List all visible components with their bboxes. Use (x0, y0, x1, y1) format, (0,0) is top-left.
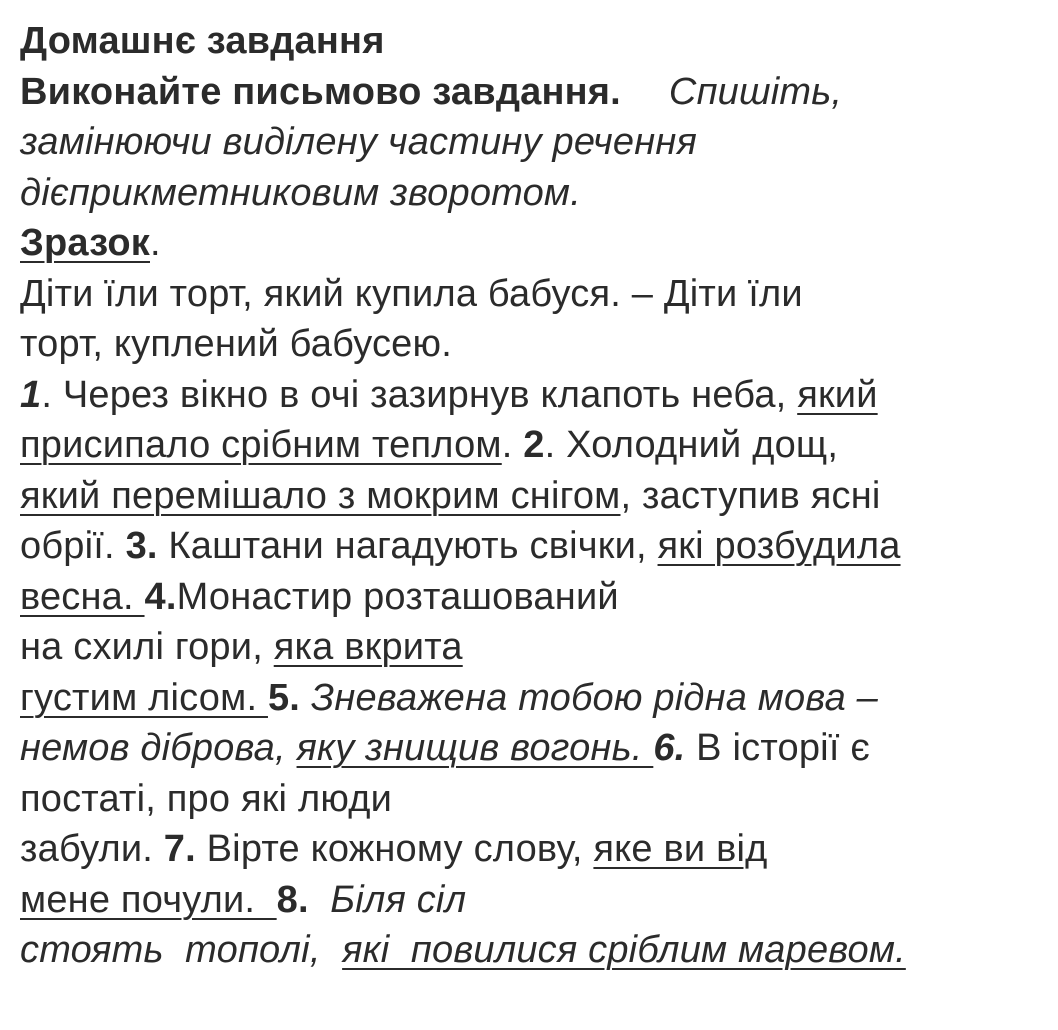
exercise-number: 7. (163, 828, 196, 870)
exercise-line-9 (20, 774, 1050, 825)
exercise-text: немов діброва, (20, 727, 297, 769)
exercise-number: 8. (276, 878, 309, 921)
exercise-number: 6. (653, 727, 686, 769)
highlighted-clause: густим лісом. (20, 676, 268, 719)
exercise-line-4 (20, 521, 1050, 572)
highlighted-clause: яке ви від (593, 828, 768, 870)
exercise-number: 4. (144, 575, 177, 618)
exercise-line-10 (20, 824, 1050, 875)
exercise-line-7 (20, 673, 1050, 724)
title-text: Домашнє завдання (20, 20, 385, 62)
sample-text: Діти їли торт, який купила бабуся. – Діти їли (20, 272, 803, 315)
exercise-text: В історії є (685, 727, 870, 769)
sample-label-line (20, 218, 1050, 269)
highlighted-clause: присипало срібним теплом (20, 424, 502, 466)
instruction-bold-text: Виконайте письмово завдання. (20, 70, 621, 113)
exercise-text: , заступив ясні (620, 474, 881, 517)
highlighted-clause: які розбудила (657, 525, 901, 567)
instruction-italic-text: дієприкметниковим зворотом. (20, 171, 581, 214)
exercise-line-12 (20, 925, 1050, 976)
exercise-line-1 (20, 370, 1050, 421)
exercise-number: 5. (267, 676, 301, 719)
exercise-line-2 (20, 420, 1050, 471)
instruction-italic-text: замінюючи виділену частину речення (20, 121, 697, 163)
exercise-text: . (501, 424, 524, 466)
exercise-line-8 (20, 723, 1050, 774)
highlighted-clause: мене почули. (20, 878, 277, 921)
instruction-italic-text: Спишіть, (668, 70, 843, 113)
exercise-text: Зневажена тобою рідна мова – (300, 676, 878, 719)
exercise-number: 3. (125, 525, 158, 567)
sample-line-2 (20, 319, 1050, 370)
homework-title (20, 16, 1050, 67)
instruction-line-3 (20, 168, 1050, 219)
exercise-text: забули. (20, 828, 164, 870)
exercise-number: 1 (20, 373, 42, 416)
sample-line-1 (20, 269, 1050, 320)
homework-page (20, 16, 1050, 976)
exercise-line-5 (20, 572, 1050, 623)
exercise-text: постаті, про які люди (20, 777, 392, 820)
exercise-text: на схилі гори, (20, 626, 274, 668)
exercise-number: 2 (523, 424, 545, 466)
highlighted-clause: який (797, 373, 878, 416)
exercise-text: . Холодний дощ, (544, 424, 839, 466)
highlighted-clause: яка вкрита (273, 626, 463, 668)
exercise-text: Біля сіл (308, 878, 467, 921)
exercise-line-3 (20, 471, 1050, 522)
exercise-text: стоять тополі, (20, 929, 343, 971)
exercise-line-11 (20, 875, 1050, 926)
exercise-text: Каштани нагадують свічки, (157, 525, 658, 567)
exercise-line-6 (20, 622, 1050, 673)
exercise-text: Монастир розташований (176, 575, 619, 618)
instruction-line-2 (20, 117, 1050, 168)
sample-text: торт, куплений бабусею. (20, 323, 452, 365)
exercise-text: обрії. (20, 525, 126, 567)
exercise-text: Вірте кожному слову, (195, 828, 594, 870)
instruction-line-1 (20, 67, 1050, 118)
sample-label-punct: . (150, 222, 161, 264)
exercise-text: . Через вікно в очі зазирнув клапоть неба, (41, 373, 798, 416)
highlighted-clause: весна. (20, 575, 145, 618)
highlighted-clause: які повилися сріблим маревом. (342, 929, 906, 971)
highlighted-clause: яку знищив вогонь. (296, 727, 654, 769)
sample-label: Зразок (20, 222, 150, 264)
highlighted-clause: який перемішало з мокрим снігом (20, 474, 621, 517)
